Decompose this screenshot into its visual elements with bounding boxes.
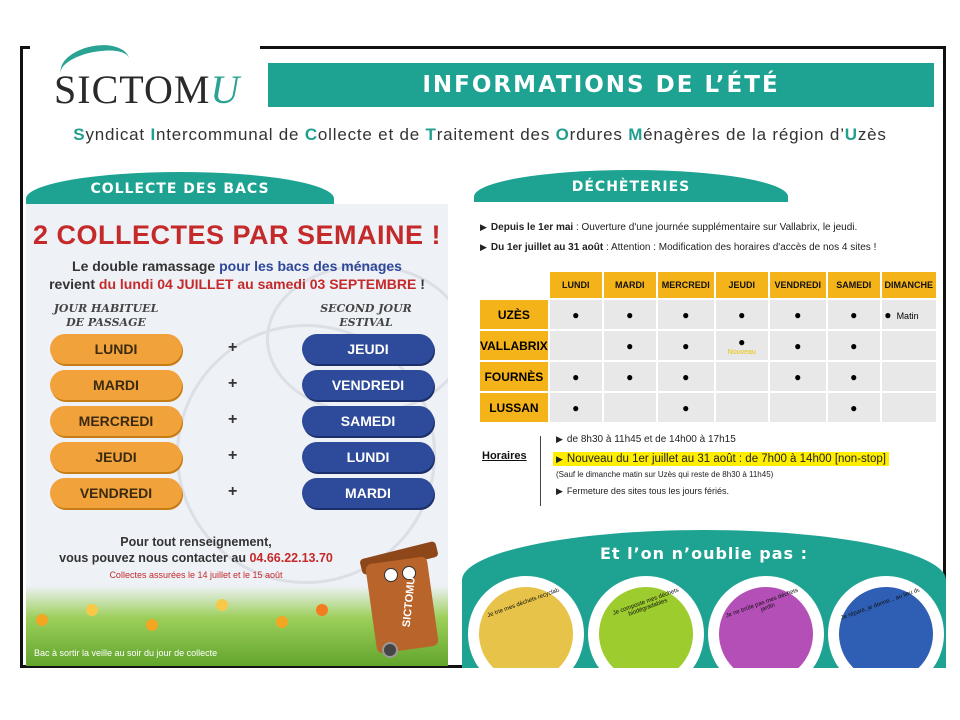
col-head-second: SECOND JOUR ESTIVAL xyxy=(320,302,412,329)
decor-flower xyxy=(276,616,288,628)
oublie-band xyxy=(462,530,946,668)
bin-mascot-icon xyxy=(356,534,446,654)
schedule-cell: ● xyxy=(828,331,880,360)
schedule-cell xyxy=(882,362,936,391)
schedule-cell: ● xyxy=(828,300,880,329)
page-title: INFORMATIONS DE L’ÉTÉ xyxy=(268,63,934,107)
logo-text: SICTOM xyxy=(54,67,211,112)
schedule-cell: ● Matin xyxy=(882,300,936,329)
plus-sign: + xyxy=(228,483,238,500)
divider xyxy=(540,436,541,506)
eco-tip-caption: Je trie mes déchets recyclables xyxy=(486,584,568,620)
day-header: DIMANCHE xyxy=(882,272,936,298)
collecte-dates-note: Collectes assurées le 14 juillet et le 15 août xyxy=(109,570,283,580)
horaires-label: Horaires xyxy=(482,450,527,462)
site-name: LUSSAN xyxy=(480,393,548,422)
schedule-cell: ● xyxy=(550,362,602,391)
col-head-usual: JOUR HABITUEL DE PASSAGE xyxy=(53,302,159,329)
eco-tip-circle xyxy=(588,576,704,668)
horaire-line-1: ▶ de 8h30 à 11h45 et de 14h00 à 17h15 xyxy=(556,434,736,445)
second-day-pill: VENDREDI xyxy=(302,370,434,400)
schedule-cell: ● xyxy=(550,300,602,329)
second-day-pill: MARDI xyxy=(302,478,434,508)
schedule-table xyxy=(478,270,938,424)
schedule-cell: ● xyxy=(658,331,714,360)
schedule-cell xyxy=(550,331,602,360)
day-header: MERCREDI xyxy=(658,272,714,298)
table-row xyxy=(480,362,936,391)
usual-day-pill: MARDI xyxy=(50,370,182,400)
subtitle: Syndicat Intercommunal de Collecte et de Traitement des Ordures Ménagères de la région d’Uzès xyxy=(73,125,887,144)
site-name: FOURNÈS xyxy=(480,362,548,391)
plus-sign: + xyxy=(228,411,238,428)
eco-tip-caption: Je composte mes déchets biodégradables xyxy=(612,587,680,618)
plus-sign: + xyxy=(228,375,238,392)
schedule-cell: ● xyxy=(828,393,880,422)
usual-day-pill: MERCREDI xyxy=(50,406,182,436)
collecte-line2: Le double ramassage pour les bacs des ménages xyxy=(72,258,402,274)
schedule-cell: ● xyxy=(658,393,714,422)
collecte-section-title: COLLECTE DES BACS xyxy=(26,172,334,204)
table-row xyxy=(480,300,936,329)
horaire-line-3: (Sauf le dimanche matin sur Uzès qui reste de 8h30 à 11h45) xyxy=(556,470,774,479)
horaire-line-2: ▶ Nouveau du 1er juillet au 31 août : de 7h00 à 14h00 [non-stop] xyxy=(553,452,889,466)
schedule-cell xyxy=(716,362,768,391)
eco-tip-circle xyxy=(708,576,824,668)
day-header: MARDI xyxy=(604,272,656,298)
schedule-cell: ● xyxy=(604,362,656,391)
decor-flower xyxy=(216,599,228,611)
eco-tip-caption: Je répare, je donne... au lieu de jeter xyxy=(840,582,934,622)
horaire-line-4: ▶ Fermeture des sites tous les jours fériés. xyxy=(556,486,729,496)
schedule-cell xyxy=(604,393,656,422)
decor-flower xyxy=(146,619,158,631)
table-row xyxy=(480,331,936,360)
day-header: VENDREDI xyxy=(770,272,826,298)
day-header: LUNDI xyxy=(550,272,602,298)
schedule-cell xyxy=(716,393,768,422)
usual-day-pill: LUNDI xyxy=(50,334,182,364)
plus-sign: + xyxy=(228,339,238,356)
schedule-cell: ● xyxy=(604,300,656,329)
contact-info: Pour tout renseignement, vous pouvez nous contacter au 04.66.22.13.70 xyxy=(59,535,333,565)
site-name: UZÈS xyxy=(480,300,548,329)
schedule-cell: ● xyxy=(828,362,880,391)
schedule-cell: ● xyxy=(770,362,826,391)
schedule-cell xyxy=(882,331,936,360)
usual-day-pill: JEUDI xyxy=(50,442,182,472)
collecte-headline: 2 COLLECTES PAR SEMAINE ! xyxy=(32,220,442,250)
schedule-cell xyxy=(770,393,826,422)
second-day-pill: JEUDI xyxy=(302,334,434,364)
schedule-cell: ● xyxy=(770,300,826,329)
schedule-cell: ● xyxy=(658,300,714,329)
table-row xyxy=(480,393,936,422)
phone-number: 04.66.22.13.70 xyxy=(249,551,333,565)
site-name: VALLABRIX xyxy=(480,331,548,360)
schedule-cell: ● Nouveau xyxy=(716,331,768,360)
schedule-cell xyxy=(882,393,936,422)
eco-tip-circle xyxy=(828,576,944,668)
day-header: SAMEDI xyxy=(828,272,880,298)
decor-flower xyxy=(36,614,48,626)
sictom-logo xyxy=(30,40,260,112)
second-day-pill: SAMEDI xyxy=(302,406,434,436)
decor-flower xyxy=(316,604,328,616)
day-header: JEUDI xyxy=(716,272,768,298)
eco-tip-caption: Je ne brûle pas mes déchets de jardin xyxy=(724,584,807,620)
decor-flower xyxy=(86,604,98,616)
eco-tip-circle xyxy=(468,576,584,668)
oublie-title: Et l’on n’oublie pas : xyxy=(599,544,809,563)
logo-suffix: U xyxy=(210,67,241,112)
usual-day-pill: VENDREDI xyxy=(50,478,182,508)
collecte-line3: revient du lundi 04 JUILLET au samedi 03 SEPTEMBRE ! xyxy=(49,276,425,292)
schedule-cell: ● xyxy=(716,300,768,329)
schedule-cell: ● xyxy=(770,331,826,360)
bin-label: SICTOMU xyxy=(400,576,418,628)
collecte-footer-note: Bac à sortir la veille au soir du jour de collecte xyxy=(34,648,218,658)
collecte-panel xyxy=(26,204,448,666)
plus-sign: + xyxy=(228,447,238,464)
decheteries-section-title: DÉCHÈTERIES xyxy=(474,170,788,202)
info-line-2: ▶ Du 1er juillet au 31 août : Attention : Modification des horaires d'accès de nos 4 sites ! xyxy=(480,242,877,253)
second-day-pill: LUNDI xyxy=(302,442,434,472)
schedule-cell: ● xyxy=(604,331,656,360)
schedule-cell: ● xyxy=(550,393,602,422)
info-line-1: ▶ Depuis le 1er mai : Ouverture d'une journée supplémentaire sur Vallabrix, le jeudi. xyxy=(480,222,858,233)
schedule-cell: ● xyxy=(658,362,714,391)
